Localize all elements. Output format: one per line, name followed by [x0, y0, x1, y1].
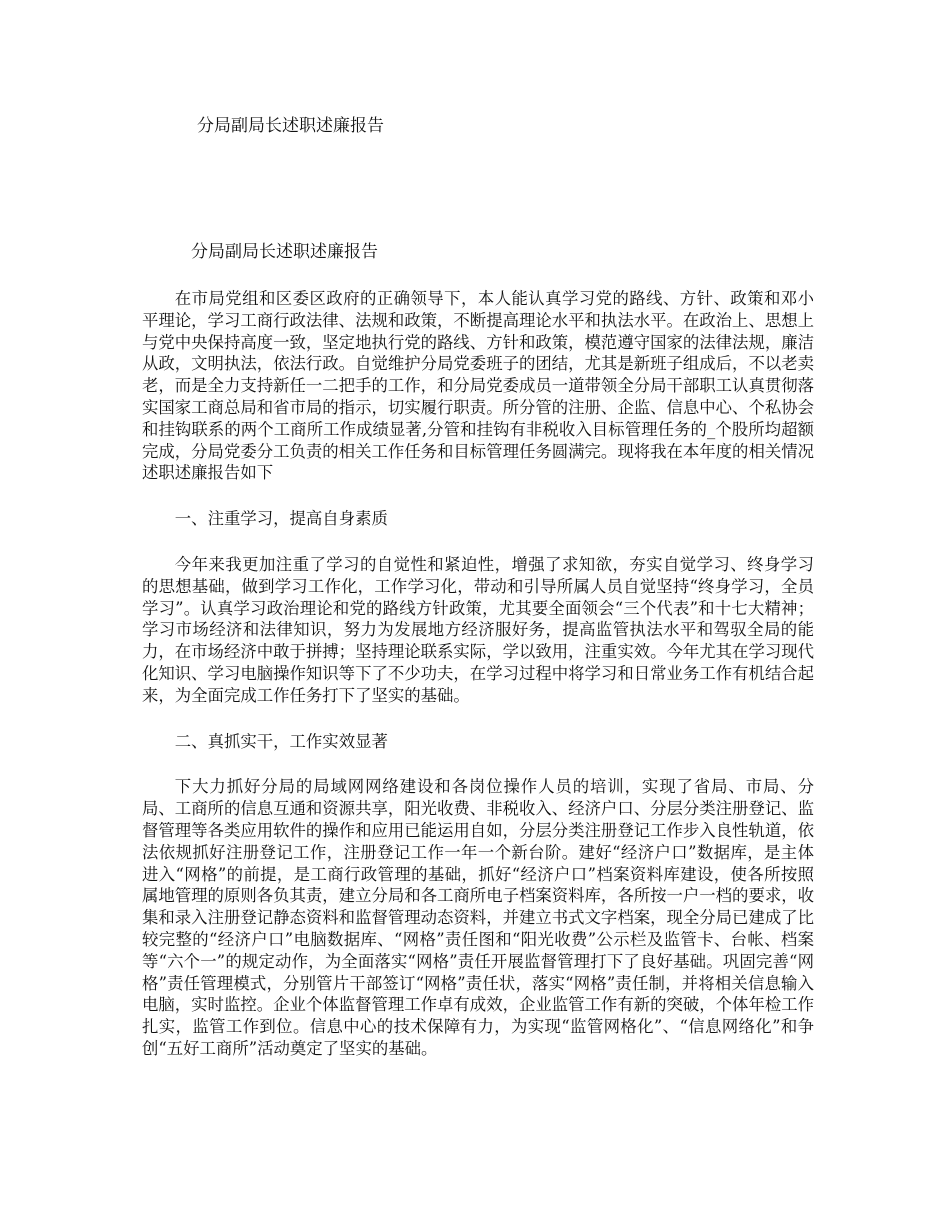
- section-1-paragraph: 今年来我更加注重了学习的自觉性和紧迫性，增强了求知欲，夯实自觉学习、终身学习的思想基础，做到学习工作化，工作学习化，带动和引导所属人员自觉坚持“终身学习，全员学习”。认真学习政治理论和党的路线方针政策，尤其要全面领会“三个代表”和十七大精神；学习市场经济和法律知识，努力为发展地方经济服好务，提高监管执法水平和驾驭全局的能力，在市场经济中敢于拼搏；坚持理论联系实际，学以致用，注重实效。今年尤其在学习现代化知识、学习电脑操作知识等下了不少功夫，在学习过程中将学习和日常业务工作有机结合起来，为全面完成工作任务打下了坚实的基础。: [142, 554, 815, 705]
- section-2-heading: 二、真抓实干，工作实效显著: [174, 731, 388, 751]
- section-1-heading: 一、注重学习，提高自身素质: [174, 509, 388, 529]
- section-2-paragraph: 下大力抓好分局的局域网网络建设和各岗位操作人员的培训，实现了省局、市局、分局、工商所的信息互通和资源共享，阳光收费、非税收入、经济户口、分层分类注册登记、监督管理等各类应用软件的操作和应用已能运用自如，分层分类注册登记工作步入良性轨道，依法依规抓好注册登记工作，注册登记工作一年一个新台阶。建好“经济户口”数据库，是主体进入“网格”的前提，是工商行政管理的基础，抓好“经济户口”档案资料库建设，使各所按照属地管理的原则各负其责，建立分局和各工商所电子档案资料库，各所按一户一档的要求，收集和录入注册登记静态资料和监督管理动态资料，并建立书式文字档案，现全分局已建成了比较完整的“经济户口”电脑数据库、“网格”责任图和“阳光收费”公示栏及监管卡、台帐、档案等“六个一”的规定动作，为全面落实“网格”责任开展监督管理打下了良好基础。巩固完善“网格”责任管理模式，分别管片干部签订“网格”责任状，落实“网格”责任制，并将相关信息输入电脑，实时监控。企业个体监督管理工作卓有成效，企业监管工作有新的突破，个体年检工作扎实，监管工作到位。信息中心的技术保障有力，为实现“监管网格化”、“信息网络化”和争创“五好工商所”活动奠定了坚实的基础。: [142, 777, 815, 1058]
- cover-title: 分局副局长述职述廉报告: [197, 116, 384, 136]
- intro-paragraph: 在市局党组和区委区政府的正确领导下，本人能认真学习党的路线、方针、政策和邓小平理论，学习工商行政法律、法规和政策，不断提高理论水平和执法水平。在政治上、思想上与党中央保持高度一致，坚定地执行党的路线、方针和政策，模范遵守国家的法律法规，廉洁从政，文明执法，依法行政。自觉维护分局党委班子的团结，尤其是新班子组成后，不以老卖老，而是全力支持新任一二把手的工作，和分局党委成员一道带领全分局干部职工认真贯彻落实国家工商总局和省市局的指示，切实履行职责。所分管的注册、企监、信息中心、个私协会和挂钩联系的两个工商所工作成绩显著,分管和挂钩有非税收入目标管理任务的_个股所均超额完成，分局党委分工负责的相关工作任务和目标管理任务圆满完。现将我在本年度的相关情况述职述廉报告如下: [142, 289, 815, 483]
- document-body: [142, 288, 814, 1060]
- document-title: 分局副局长述职述廉报告: [191, 242, 378, 262]
